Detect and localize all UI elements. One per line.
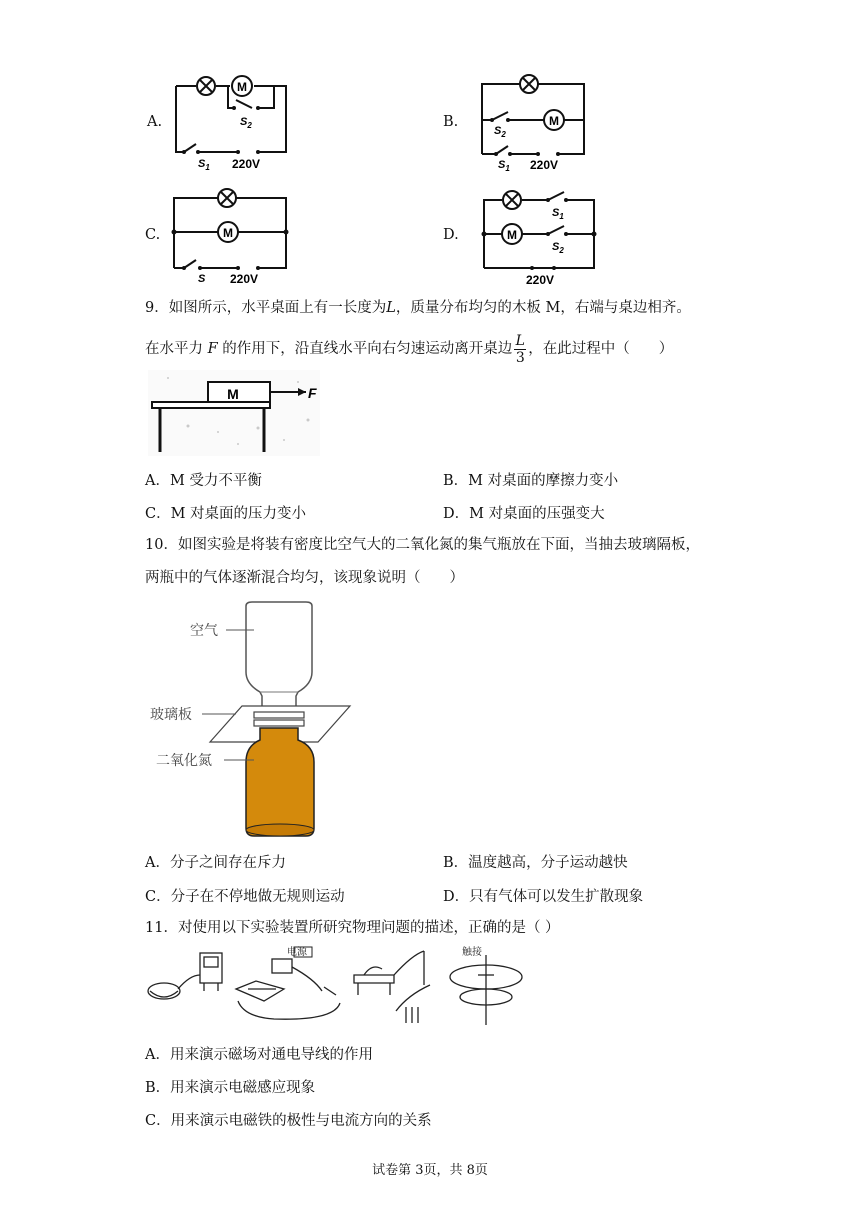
q10-stem-line1: 10．如图实验是将装有密度比空气大的二氧化氮的集气瓶放在下面，当抽去玻璃隔板， <box>145 537 700 553</box>
q9-stem-line2: 在水平力 F 的作用下，沿直线水平向右匀速运动离开桌边 $\frac{L}{3}$ ，在此过程中（ ） <box>145 332 674 366</box>
apparatus-2 <box>236 959 340 1019</box>
svg-text:M: M <box>507 228 517 242</box>
label-no2: 二氧化氮 <box>156 752 212 768</box>
q8-option-a-label[interactable]: A. <box>147 114 163 130</box>
board-m <box>208 382 270 402</box>
fraction-l-over-3: $\frac{L}{3}$ <box>515 332 525 366</box>
q10-stem-line2: 两瓶中的气体逐渐混合均匀，该现象说明（ ） <box>145 570 464 586</box>
air-bottle <box>246 602 312 710</box>
lamp-icon <box>218 189 236 207</box>
q11-option-b[interactable]: B．用来演示电磁感应现象 <box>145 1080 316 1096</box>
q8-option-b-label[interactable]: B. <box>443 114 459 130</box>
apparatus-1 <box>148 953 222 999</box>
switch-s1-label: $S_1$ <box>498 159 510 173</box>
q11-option-a[interactable]: A．用来演示磁场对通电导线的作用 <box>145 1047 373 1063</box>
switch-s1-label: $S_1$ <box>552 207 564 221</box>
switch-s1-label: $S_1$ <box>198 158 210 172</box>
table-top <box>152 402 270 408</box>
q10-option-d[interactable]: D．只有气体可以发生扩散现象 <box>443 889 644 905</box>
q8-option-c-label[interactable]: C. <box>145 227 161 243</box>
switch-s2-label: $S_2$ <box>552 241 564 255</box>
switch-s2-label: $S_2$ <box>240 116 252 130</box>
label-air: 空气 <box>190 622 218 638</box>
q10-option-b[interactable]: B．温度越高，分子运动越快 <box>443 855 628 871</box>
svg-text:M: M <box>223 226 233 240</box>
label-touch: 触接 <box>462 947 482 958</box>
q9-option-a[interactable]: A．M 受力不平衡 <box>145 473 262 489</box>
lamp-icon <box>520 75 538 93</box>
q10-option-a[interactable]: A．分子之间存在斥力 <box>145 855 286 871</box>
switch-s-label: S <box>198 273 206 285</box>
q9-table-board-figure <box>148 370 320 456</box>
q8-circuit-b <box>468 68 598 174</box>
switch-icon <box>184 144 196 152</box>
svg-text:F: F <box>308 385 317 401</box>
switch-icon <box>548 226 564 234</box>
page-footer: 试卷第 3页，共 8页 <box>372 1163 488 1178</box>
q9-stem-line1: 9．如图所示，水平桌面上有一长度为L，质量分布均匀的木板 M，右端与桌边相齐。 <box>145 300 691 316</box>
q11-stem: 11．对使用以下实验装置所研究物理问题的描述，正确的是（ ） <box>145 920 560 936</box>
voltage-label: 220V <box>530 158 559 172</box>
lamp-icon <box>197 77 215 95</box>
lamp-icon <box>503 191 521 209</box>
q11-apparatus-figure <box>144 945 534 1027</box>
svg-text:M: M <box>549 114 559 128</box>
switch-icon <box>184 260 196 268</box>
q9-option-d[interactable]: D．M 对桌面的压强变大 <box>443 506 605 522</box>
label-glass-plate: 玻璃板 <box>150 706 192 722</box>
q9-option-b[interactable]: B．M 对桌面的摩擦力变小 <box>443 473 619 489</box>
no2-bottle <box>246 728 314 836</box>
label-power-source: 电源 <box>287 947 307 958</box>
voltage-label: 220V <box>232 157 261 171</box>
voltage-label: 220V <box>526 273 555 287</box>
svg-text:M: M <box>237 80 247 94</box>
q8-circuit-a <box>168 68 298 174</box>
q8-circuit-c <box>168 182 298 290</box>
q9-option-c[interactable]: C．M 对桌面的压力变小 <box>145 506 307 522</box>
q8-option-d-label[interactable]: D. <box>443 227 459 243</box>
motor-icon <box>544 110 564 130</box>
apparatus-3 <box>354 951 430 1023</box>
svg-text:M: M <box>227 386 239 402</box>
switch-icon <box>496 146 508 154</box>
q11-option-c[interactable]: C．用来演示电磁铁的极性与电流方向的关系 <box>145 1113 432 1129</box>
switch-s2-label: $S_2$ <box>494 125 506 139</box>
voltage-label: 220V <box>230 272 259 286</box>
motor-icon <box>232 76 252 96</box>
motor-icon <box>218 222 238 242</box>
switch-icon <box>492 112 508 120</box>
q10-option-c[interactable]: C．分子在不停地做无规则运动 <box>145 889 345 905</box>
q10-diffusion-figure <box>150 600 360 840</box>
q8-circuit-d <box>472 182 602 290</box>
motor-icon <box>502 224 522 244</box>
switch-icon <box>548 192 564 200</box>
apparatus-4 <box>450 955 522 1025</box>
